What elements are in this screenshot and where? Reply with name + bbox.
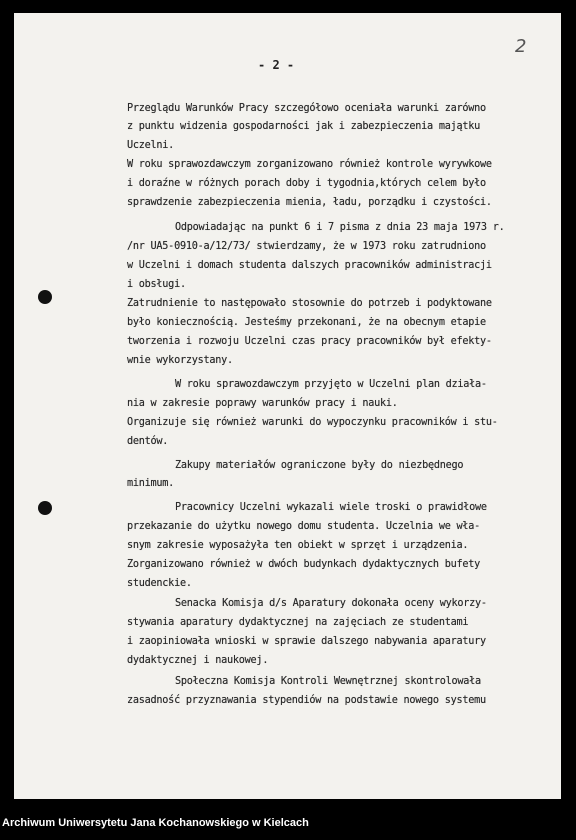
- text-line: /nr UA5-0910-a/12/73/ stwierdzamy, że w 1973 roku zatrudniono: [127, 241, 486, 252]
- punch-hole: [38, 290, 52, 304]
- text-line: zasadność przyznawania stypendiów na podstawie nowego systemu: [127, 695, 486, 706]
- text-line: sprawdzenie zabezpieczenia mienia, ładu, porządku i czystości.: [127, 197, 492, 208]
- text-line: dydaktycznej i naukowej.: [127, 655, 269, 666]
- text-line: i zaopiniowała wnioski w sprawie dalszego nabywania aparatury: [127, 636, 486, 647]
- text-line: nia w zakresie poprawy warunków pracy i nauki.: [127, 398, 398, 409]
- text-line: Pracownicy Uczelni wykazali wiele troski o prawidłowe: [175, 502, 487, 513]
- text-line: w Uczelni i domach studenta dalszych pracowników administracji: [127, 260, 492, 271]
- text-line: dentów.: [127, 436, 169, 447]
- page-number: - 2 -: [258, 58, 295, 72]
- text-line: przekazanie do użytku nowego domu studenta. Uczelnia we wła-: [127, 521, 481, 532]
- text-line: było koniecznością. Jesteśmy przekonani, że na obecnym etapie: [127, 317, 486, 328]
- text-line: stywania aparatury dydaktycznej na zajęciach ze studentami: [127, 617, 469, 628]
- text-line: snym zakresie wyposażyła ten obiekt w sprzęt i urządzenia.: [127, 540, 469, 551]
- text-line: Społeczna Komisja Kontroli Wewnętrznej skontrolowała: [175, 676, 481, 687]
- handwritten-page-number: 2: [515, 36, 527, 57]
- text-line: tworzenia i rozwoju Uczelni czas pracy pracowników był efekty-: [127, 336, 492, 347]
- archive-footer: Archiwum Uniwersytetu Jana Kochanowskiego w Kielcach: [2, 817, 309, 829]
- text-line: Uczelni.: [127, 140, 175, 151]
- text-line: i doraźne w różnych porach doby i tygodnia,których celem było: [127, 178, 486, 189]
- text-line: Zakupy materiałów ograniczone były do niezbędnego: [175, 460, 464, 471]
- text-line: z punktu widzenia gospodarności jak i zabezpieczenia majątku: [127, 121, 481, 132]
- text-line: Zatrudnienie to następowało stosownie do potrzeb i podyktowane: [127, 298, 492, 309]
- text-line: Organizuje się również warunki do wypoczynku pracowników i stu-: [127, 417, 498, 428]
- text-line: minimum.: [127, 478, 175, 489]
- punch-hole: [38, 501, 52, 515]
- text-line: Przeglądu Warunków Pracy szczegółowo oceniała warunki zarówno: [127, 103, 486, 114]
- text-line: W roku sprawozdawczym zorganizowano również kontrole wyrywkowe: [127, 159, 492, 170]
- text-line: studenckie.: [127, 578, 192, 589]
- text-line: W roku sprawozdawczym przyjęto w Uczelni plan działa-: [175, 379, 487, 390]
- text-line: wnie wykorzystany.: [127, 355, 233, 366]
- text-line: Zorganizowano również w dwóch budynkach dydaktycznych bufety: [127, 559, 481, 570]
- text-line: Senacka Komisja d/s Aparatury dokonała oceny wykorzy-: [175, 598, 487, 609]
- text-line: i obsługi.: [127, 279, 186, 290]
- text-line: Odpowiadając na punkt 6 i 7 pisma z dnia 23 maja 1973 r.: [175, 222, 505, 233]
